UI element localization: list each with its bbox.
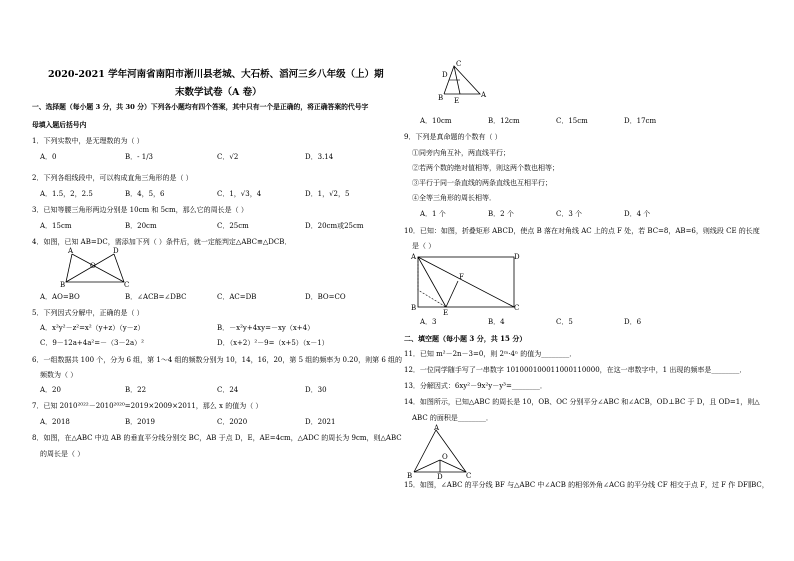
q10-label-b: B — [411, 304, 417, 312]
q10-label-a: A — [411, 253, 417, 261]
q6-option-c: C．24 — [217, 386, 239, 394]
q10-label-c: C — [514, 304, 520, 312]
q1-option-b: B．- 1/3 — [125, 153, 153, 161]
q9-option-b: B．2 个 — [488, 210, 514, 218]
q9-item-1: ①同旁内角互补，两直线平行； — [412, 149, 510, 157]
exam-title-line1: 2020-2021 学年河南省南阳市淅川县老城、大石桥、滔河三乡八年级（上）期 — [48, 69, 384, 80]
q6-stem-cont: 频数为（ ） — [40, 371, 78, 379]
q9-option-d: D．4 个 — [624, 210, 651, 218]
q5-option-c: C．9－12a+4a²=－（3－2a）² — [40, 339, 144, 347]
q14-label-b: B — [407, 472, 413, 480]
q8-stem-cont: 的周长是（ ） — [40, 450, 85, 458]
exam-title-line2: 末数学试卷（A 卷） — [175, 87, 262, 98]
q8-label-c: C — [456, 60, 462, 68]
q13-stem: 13．分解因式：6xy²－9x²y－y³=________． — [404, 382, 547, 390]
q2-option-a: A．1.5，2，2.5 — [40, 190, 93, 198]
q1-option-d: D．3.14 — [305, 153, 334, 161]
q10-option-d: D．6 — [624, 318, 642, 326]
q7-options — [40, 418, 335, 427]
q14-stem-cont: ABC 的面积是________． — [412, 414, 493, 422]
q8-label-d: D — [442, 71, 448, 79]
q8-option-c: C．15cm — [556, 117, 588, 125]
q7-option-d: D．2021 — [305, 418, 336, 426]
q9-item-4: ④全等三角形的周长相等． — [412, 194, 496, 202]
q3-option-b: B．20cm — [125, 222, 157, 230]
q6-stem: 6．一组数据共 100 个，分为 6 组，第 1～4 组的频数分别为 10，14，16，20，第 5 组的频率为 0.20，则第 6 组的 — [32, 356, 402, 364]
q3-option-d: D．20cm或25cm — [305, 222, 364, 230]
q7-option-b: B．2019 — [125, 418, 155, 426]
q15-stem: 15．如图，∠ABC 的平分线 BF 与△ABC 中∠ACB 的相邻外角∠ACG 的平分线 CF 相交于点 F，过 F 作 DF∥BC， — [404, 481, 769, 489]
q10-options — [420, 318, 641, 327]
q4-option-d: D．BO=CO — [305, 293, 346, 301]
q2-option-b: B．4，5，6 — [125, 190, 165, 198]
q5-option-b: B．－x²y+4xy=－xy（x+4） — [217, 324, 315, 332]
q7-option-a: A．2018 — [40, 418, 70, 426]
q9-options — [420, 210, 650, 219]
q10-label-e: E — [443, 309, 449, 316]
q4-option-b: B．∠ACB=∠DBC — [125, 293, 187, 301]
q5-stem: 5．下列因式分解中，正确的是（ ） — [32, 309, 144, 317]
q9-stem: 9．下列是真命题的个数有（ ） — [404, 133, 502, 141]
q10-option-b: B．4 — [488, 318, 505, 326]
section2-header: 二、填空题（每小题 3 分，共 15 分） — [404, 334, 527, 343]
q4-label-o: O — [90, 262, 96, 270]
q10-stem: 10．已知：如图，折叠矩形 ABCD，使点 B 落在对角线 AC 上的点 F 处，若 BC=8，AB=6，则线段 CE 的长度 — [404, 227, 760, 235]
q2-options — [40, 190, 349, 199]
q8-option-d: D．17cm — [624, 117, 657, 125]
q2-stem: 2．下列各组线段中，可以构成直角三角形的是（ ） — [32, 174, 193, 182]
q8-figure — [436, 60, 496, 108]
q14-figure — [404, 424, 474, 480]
q8-option-b: B．12cm — [488, 117, 520, 125]
q4-label-d: D — [113, 247, 119, 255]
q8-option-a: A．10cm — [420, 117, 452, 125]
section1-header: 一、选择题（每小题 3 分，共 30 分）下列各小题均有四个答案，其中只有一个是正确的，将正确答案的代号字 — [32, 103, 369, 111]
q6-option-b: B．22 — [125, 386, 147, 394]
q9-item-3: ③平行于同一条直线的两条直线也互相平行； — [412, 179, 552, 187]
q4-options — [40, 293, 346, 302]
q4-option-c: C．AC=DB — [217, 293, 257, 301]
q3-option-c: C．25cm — [217, 222, 249, 230]
q6-option-a: A．20 — [40, 386, 61, 394]
q10-label-f: F — [459, 273, 464, 281]
q1-options — [40, 153, 333, 162]
q10-option-c: C．5 — [556, 318, 573, 326]
q2-option-d: D．1，√2，5 — [305, 190, 350, 198]
q10-label-d: D — [514, 253, 520, 261]
q10-figure — [410, 250, 522, 316]
q6-options — [40, 386, 327, 395]
q5-options-row2 — [40, 339, 329, 348]
q14-stem: 14．如图所示，已知△ABC 的周长是 10，OB、OC 分别平分∠ABC 和∠ACB，OD⊥BC 于 D，且 OD=1，则△ — [404, 398, 760, 406]
q3-options — [40, 222, 364, 231]
q8-label-b: B — [438, 94, 444, 102]
q14-label-d: D — [437, 473, 443, 480]
q8-label-e: E — [454, 97, 460, 105]
q5-options-row1 — [40, 324, 314, 333]
q10-stem-cont: 是（ ） — [412, 242, 436, 250]
q10-option-a: A．3 — [420, 318, 437, 326]
q9-item-2: ②若两个数的绝对值相等，则这两个数也相等； — [412, 164, 559, 172]
q5-option-d: D．（x+2）²－9=（x+5）（x－1） — [217, 339, 329, 347]
q3-stem: 3．已知等腰三角形两边分别是 10cm 和 5cm，那么它的周长是（ ） — [32, 206, 248, 214]
q11-stem: 11．已知 m²－2n－3=0，则 2ᵐ·4ⁿ 的值为________． — [404, 350, 577, 358]
q4-figure — [58, 246, 138, 288]
q4-option-a: A．AO=BO — [40, 293, 80, 301]
q8-label-a: A — [481, 91, 487, 99]
q8-stem: 8．如图，在△ABC 中边 AB 的垂直平分线分别交 BC，AB 于点 D，E，AE=4cm，△ADC 的周长为 9cm，则△ABC — [32, 434, 402, 442]
q4-label-a: A — [68, 247, 74, 255]
q8-options — [420, 117, 656, 126]
q1-option-c: C．√2 — [217, 153, 239, 161]
q4-label-c: C — [124, 281, 130, 288]
q6-option-d: D．30 — [305, 386, 327, 394]
q1-stem: 1．下列实数中，是无理数的为（ ） — [32, 137, 144, 145]
q2-option-c: C．1，√3，4 — [217, 190, 262, 198]
q3-option-a: A．15cm — [40, 222, 72, 230]
q9-option-a: A．1 个 — [420, 210, 446, 218]
q14-label-a: A — [434, 424, 440, 432]
q4-label-b: B — [60, 281, 66, 288]
q14-label-o: O — [442, 453, 448, 461]
q4-stem: 4．如图，已知 AB=DC，需添加下列（ ）条件后，就一定能判定△ABC≌△DCB． — [32, 238, 292, 246]
q14-label-c: C — [466, 472, 472, 480]
q9-option-c: C．3 个 — [556, 210, 583, 218]
q7-stem: 7．已知 2010²⁰²²－2010²⁰²⁰=2019×2009×2011，那么 x 的值为（ ） — [32, 402, 263, 410]
q12-stem: 12．一位同学随手写了一串数字 101000100011000110000，在这一串数字中，1 出现的频率是________． — [404, 366, 747, 374]
q5-option-a: A．x²y²－z²=x²（y+z）（y－z） — [40, 324, 145, 332]
section1-header-cont: 母填入题后括号内 — [32, 121, 87, 129]
q7-option-c: C．2020 — [217, 418, 248, 426]
q1-option-a: A．0 — [40, 153, 57, 161]
